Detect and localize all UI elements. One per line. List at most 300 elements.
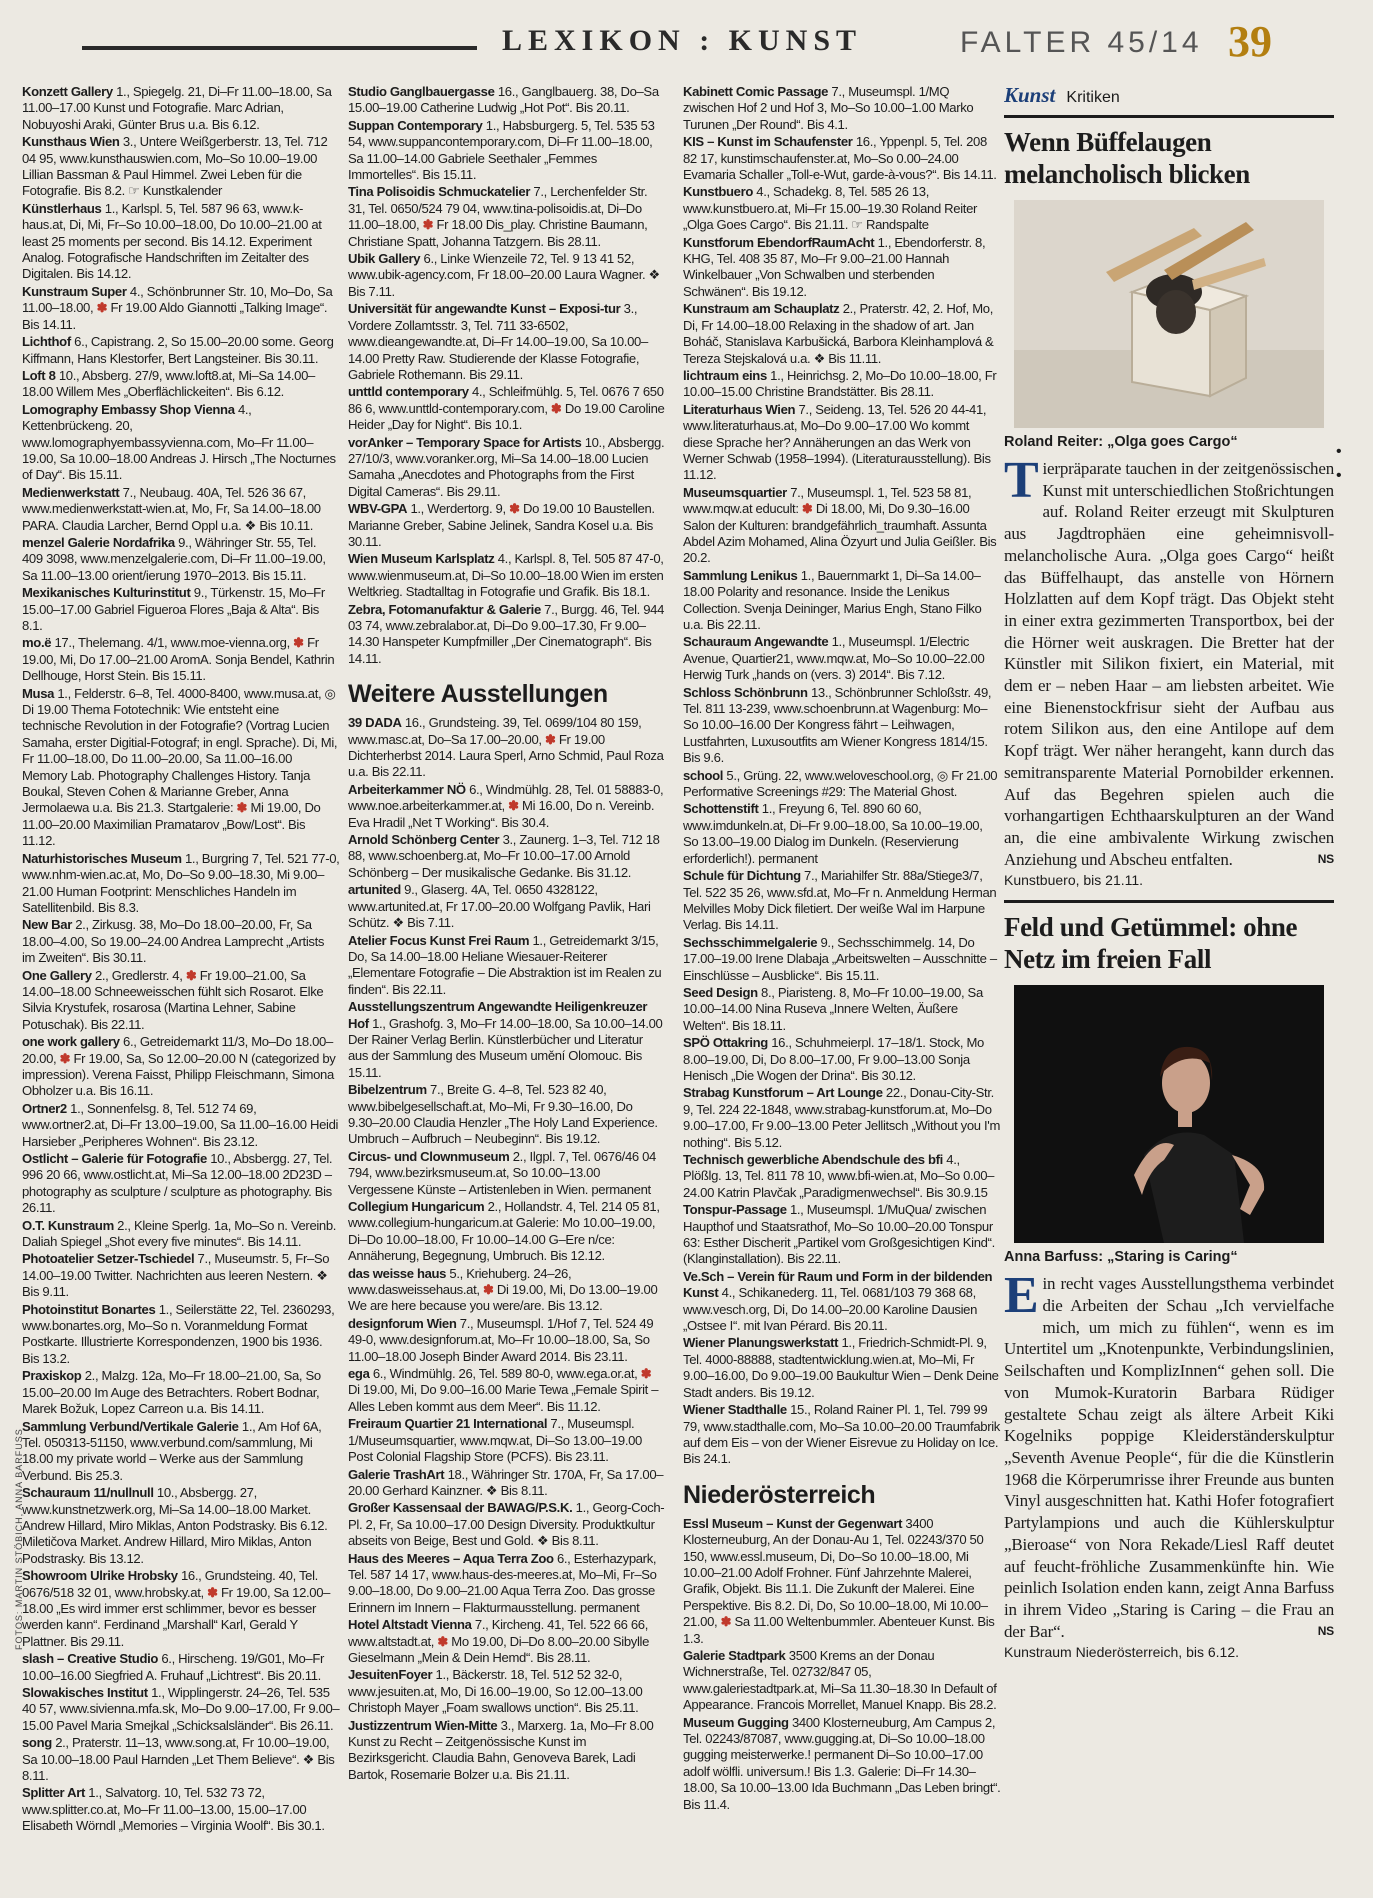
venue-name: unttld contemporary [348,384,469,400]
listing-details: 1., Habsburgerg. 5, Tel. 535 53 54, www.suppancontemporary.com, Di–Fr 11.00–18.00, Sa 11.00–14.00 Gabriele Seethaler „Femmes Immortelles“. Bis 15.11. [348,117,655,183]
listing-entry [683,685,1001,767]
listing-entry [22,1302,340,1368]
listing-entry [683,84,1001,133]
listing-details: 1., Am Hof 6A, Tel. 050313-51150, www.verbund.com/sammlung, Mi 18.00 my private world – Werke aus der Sammlung Verbund. Bis 25.3. [22,1418,322,1483]
listing-entry [348,999,666,1081]
venue-name: Großer Kassensaal der BAWAG/P.S.K. [348,1500,573,1516]
portrait-image [1014,985,1324,1243]
review-1-body [1004,452,1334,870]
listing-details: 1., Werdertorg. 9, ✽ Do 19.00 10 Baustellen. Marianne Greber, Sabine Jelinek, Sandra Kosel u.a. Bis 30.11. [348,501,655,549]
listing-entry [348,832,666,881]
listing-entry [348,1316,666,1365]
listing-details: 18., Währinger Str. 170A, Fr, Sa 17.00–20.00 Gerhard Kainzner. ❖ Bis 8.11. [348,1466,664,1498]
listing-details: 10., Absbergg. 27, Tel. 996 20 66, www.ostlicht.at, Mi–Sa 12.00–18.00 2D23D – photography as sculpture / sculpture as photography. Bis 26.11. [22,1151,333,1216]
listing-entry [22,402,340,484]
venue-name: Tonspur-Passage [683,1202,787,1218]
listing-details: 2., Ilgpl. 7, Tel. 0676/46 04 794, www.bezirksmuseum.at, So 10.00–13.00 Vergessene Künste – Artistenleben in Wien. permanent [348,1148,656,1197]
listing-details: 1., Bauernmarkt 1, Di–Sa 14.00–18.00 Polarity and resonance. Inside the Lenikus Collection. Svenja Deininger, Marius Engh, Stano Filko u.a. Bis 22.11. [683,567,982,632]
venue-name: Schloss Schönbrunn [683,684,808,700]
review-2-signature: NS [1317,1623,1334,1638]
listing-entry [348,251,666,300]
listing-entry [348,501,666,550]
listing-details: 6., Getreidemarkt 11/3, Mo–Do 18.00–20.00, ✽ Fr 19.00, Sa, So 12.00–20.00 N (categorized by impression). Verena Faisst, Philipp Fleischmann, Simona Obholzer u.a. Bis 16.11. [22,1034,336,1099]
venue-name: Photoinstitut Bonartes [22,1301,156,1317]
listing-entry [683,301,1001,367]
venue-name: Literaturhaus Wien [683,401,796,417]
listing-entry [348,1149,666,1198]
venue-name: ega [348,1366,370,1382]
review-sidebar [1004,84,1334,1894]
listing-entry [22,917,340,966]
listing-details: 3., Untere Weißgerberstr. 13, Tel. 712 04 95, www.kunsthauswien.com, Mo–So 10.00–19.00 Lillian Bassman & Paul Himmel. Zwei Leben für die Fotografie. Bis 8.2. ☞ Kunstkalender [22,134,328,199]
listing-details: 2., Zirkusg. 38, Mo–Do 18.00–20.00, Fr, Sa 18.00–4.00, So 19.00–24.00 Andrea Lamprecht „Artists im Zweiten“. Bis 30.11. [22,917,325,966]
venue-name: Strabag Kunstforum – Art Lounge [683,1085,883,1101]
venue-name: Kunstbuero [683,184,753,200]
opening-marker-icon: ✽ [422,217,434,233]
listing-details: 1., Museumspl. 1/MuQua/ zwischen Haupthof und Staatsrathof, Mo–So 10.00–20.00 Tonspur 63: Esther Discherit „Partikel vom Großgesichtigen Kind“. (Klanginstallation). Bis 22.11. [683,1202,995,1267]
review-2-dropcap: E [1004,1267,1039,1325]
listing-details: 8., Piaristeng. 8, Mo–Fr 10.00–19.00, Sa 10.00–14.00 Nina Ruseva „Innere Welten, Äußere Welten“. Bis 18.11. [683,984,983,1033]
listing-entry [22,968,340,1034]
venue-name: One Gallery [22,967,92,983]
listing-entry [348,1199,666,1265]
sidebar-kunst-label: Kunst [1004,84,1056,107]
listing-entry [22,1251,340,1300]
venue-name: Studio Ganglbauergasse [348,84,495,99]
review-2-photo [1014,985,1324,1243]
listing-details: 7., Museumstr. 5, Fr–So 14.00–19.00 Twitter. Nachrichten aus leeren Nestern. ❖ Bis 9.11. [22,1251,330,1300]
venue-name: Kunstraum Super [22,283,127,299]
listing-details: 16., Schuhmeierpl. 17–18/1. Stock, Mo 8.00–19.00, Di, Do 8.00–17.00, Fr 9.00–13.00 Sonja Henisch „Die Wogen der Drina“. Bis 30.12. [683,1035,984,1083]
listing-entry [22,334,340,367]
listing-details: 3., Zaunerg. 1–3, Tel. 712 18 88, www.schoenberg.at, Mo–Fr 10.00–17.00 Arnold Schönberg – Der musikalische Gedanke. Bis 31.12. [348,832,660,880]
venue-name: Praxiskop [22,1368,82,1384]
listing-details: 7., Neubaug. 40A, Tel. 526 36 67, www.medienwerkstatt-wien.at, Mo, Fr, Sa 14.00–18.00 PARA. Claudia Larcher, Bernd Oppl u.a. ❖ Bis 10.11. [22,484,321,533]
listing-entry [22,1568,340,1650]
venue-name: Universität für angewandte Kunst – Exposi-tur [348,301,621,317]
listing-details: 1., Salvatorg. 10, Tel. 532 73 72, www.splitter.co.at, Mo–Fr 11.00–13.00, 15.00–17.00 Elisabeth Wörndl „Memories – Virginia Woolf“. Bis 30.1. [22,1785,325,1834]
listing-details: 1., Heinrichsg. 2, Mo–Do 10.00–18.00, Fr 10.00–15.00 Christine Brandstätter. Bis 28.11. [683,367,997,400]
listing-entry [683,1085,1001,1151]
listing-details: 2., Praterstr. 11–13, www.song.at, Fr 10.00–19.00, Sa 10.00–18.00 Paul Harnden „Let Them Believe“. ❖ Bis 8.11. [22,1735,335,1784]
venue-name: Schauraum Angewandte [683,634,829,650]
review-1-text: ierpräparate tauchen in der zeitgenössischen Kunst mit unterschiedlichen Stoßrichtungen auf. Roland Reiter erzeugt mit Skulpturen aus Jagdtrophäen eine geheimnisvoll-melancholische Aura. „Olga goes Cargo“ heißt das Büffelhaupt, das anstelle von Hörnern Holzlatten auf dem Kopf trägt. Das Objekt steht in einer extra gezimmerten Transportbox, bei der die Hörner weit auskragen. Die Bretter hat der Künstler mit Silikon fixiert, ein Material, mit dem er – neben Haar – am liebsten arbeitet. Wie eine Bienenstockfrisur sieht der Aufbau aus rotem Silikon aus, den eine Antilope auf dem Kopf trägt. Wer näher herangeht, kann durch das semitransparente Material Pornobilder erkennen. Auf das Begehren spielen auch die vorhangartigen Echthaarskulpturen an der Wand an, die eine ambivalente Wirkung zwischen Anziehung und Abscheu entfalten. [1004,459,1334,869]
listing-entry [683,1715,1001,1813]
listing-entry [22,368,340,401]
section-kicker: LEXIKON : KUNST [502,24,863,57]
listing-details: 7., Museumspl. 1/MQ zwischen Hof 2 und Hof 3, Mo–So 10.00–1.00 Marko Turunen „Der Round“. Bis 4.1. [683,84,974,132]
listing-entry [22,1685,340,1734]
listing-column-2 [348,84,666,1884]
listing-column-3 [683,84,1001,1884]
listing-entry [348,1551,666,1617]
review-2-venue: Kunstraum Niederösterreich, bis 6.12. [1004,1644,1239,1661]
venue-name: Schule für Dichtung [683,868,801,884]
listing-entry [348,933,666,999]
review-2-headline: Feld und Getümmel: ohne Netz im freien Fall [1004,912,1298,975]
listing-entry [348,782,666,831]
venue-name: Kabinett Comic Passage [683,84,829,99]
listing-entry [348,1366,666,1415]
listing-entry [683,985,1001,1034]
listing-details: 1., Karlspl. 5, Tel. 587 96 63, www.k-haus.at, Di, Mi, Fr–So 10.00–18.00, Do 10.00–21.00 at least 25 moments per second. Bis 14.12. Experiment Analog. Fotografische Handschriften im Zeitalter des Digitalen. Bis 14.12. [22,200,322,282]
listing-entry [348,1617,666,1666]
listing-entry [22,1485,340,1567]
opening-marker-icon: ✽ [59,1050,71,1066]
venue-name: school [683,767,724,783]
listing-entry [22,1368,340,1417]
listing-details: 5., Grüng. 22, www.weloveschool.org, ◎ Fr 21.00 Performative Screenings #29: The Material Ghost. [683,767,998,800]
listing-entry [683,184,1001,233]
listing-details: 1., Freyung 6, Tel. 890 60 60, www.imdunkeln.at, Di–Fr 9.00–18.00, Sa 10.00–19.00, So 13.00–19.00 Dialog im Dunkeln. (Reservierung erforderlich!). permanent [683,801,983,866]
review-1-headline: Wenn Büffelaugen melancholisch blicken [1004,127,1250,189]
listing-entry [348,551,666,600]
listing-details: 4., Plößlg. 13, Tel. 811 78 10, www.bfi-wien.at, Mo–So 0.00–24.00 Katrin Plavčak „Paradigmenwechsel“. Bis 30.9.15 [683,1152,995,1200]
venue-name: Galerie TrashArt [348,1466,445,1482]
venue-name: Loft 8 [22,367,56,383]
venue-name: Arbeiterkammer NÖ [348,781,466,797]
listing-entry [683,235,1001,301]
opening-marker-icon: ✽ [207,1584,218,1600]
photo-credit: FOTOS: MARTIN STÖBICH, ANNA BARFUSS [14,1428,24,1650]
listing-entry [683,1335,1001,1401]
listing-entry [348,384,666,433]
listing-entry [348,184,666,250]
listing-entry [348,882,666,931]
opening-marker-icon: ✽ [293,635,304,651]
listing-details: 6., Windmühlg. 26, Tel. 589 80-0, www.ega.or.at, ✽ Di 19.00, Mi, Do 9.00–16.00 Marie Tewa „Female Spirit – Alles Leben kommt aus dem Meer“. Bis 11.12. [348,1366,659,1414]
venue-name: Freiraum Quartier 21 International [348,1416,548,1432]
venue-name: Ostlicht – Galerie für Fotografie [22,1151,207,1166]
header-rule [82,46,477,50]
listing-details: 10., Absbergg. 27, www.kunstnetzwerk.org, Mi–Sa 14.00–18.00 Market. Andrew Hillard, Miro Miklas, Anton Podstrasky. Bis 6.12. Miletičova Market. Andrew Hillard, Miro Miklas, Anton Podstrasky. Bis 13.12. [22,1485,328,1566]
listing-entry [683,1269,1001,1335]
opening-marker-icon: ✽ [96,300,108,316]
listing-details: 7., Burgg. 46, Tel. 944 03 74, www.zebralabor.at, Di–Do 9.00–17.30, Fr 9.00–14.30 Hanspeter Kumpfmiller „Der Cinematograph“. Bis 14.11. [348,601,664,666]
opening-marker-icon: ✽ [508,798,519,814]
listing-details: 3400 Klosterneuburg, An der Donau-Au 1, Tel. 02243/370 50 150, www.essl.museum, Di, Do–So 10.00–18.00, Mi 10.00–21.00 Adolf Frohner. Fünf Jahrzehnte Malerei, Grafik, Objekt. Bis 11.1. Die Zukunft der Malerei. Eine Perspektive. Bis 8.2. Di, Do, So 10.00–18.00, Mi 10.00–21.00, ✽ Sa 11.00 Weltenbummler. Abenteuer Kunst. Bis 1.3. [683,1515,995,1646]
listing-entry [348,118,666,184]
listing-details: 1., Grashofg. 3, Mo–Fr 14.00–18.00, Sa 10.00–14.00 Der Rainer Verlag Berlin. Künstlerbücher und Literatur aus der Sammlung des Museum umění Olomouc. Bis 15.11. [348,1015,663,1080]
venue-name: Schottenstift [683,801,759,817]
venue-name: song [22,1735,52,1751]
listing-details: 4., Schadekg. 8, Tel. 585 26 13, www.kunstbuero.at, Mi–Fr 15.00–19.30 Roland Reiter „Olga Goes Cargo“. Bis 21.11. ☞ Randspalte [683,184,978,233]
venue-name: mo.ë [22,635,52,651]
sidebar-header [1004,84,1334,109]
listing-details: 22., Donau-City-Str. 9, Tel. 224 22-1848, www.strabag-kunstforum.at, Mo–Do 9.00–17.00, Fr 9.00–13.00 Peter Jellitsch „Without you I'm nothing“. Bis 5.12. [683,1085,1000,1150]
listing-details: 7., Museumspl. 1, Tel. 523 58 81, www.mqw.at educult: ✽ Di 18.00, Mi, Do 9.30–16.00 Salon der Kulturen: brandgefährlich_traumhaft. Assunta Abdel Azim Mohamed, Alina Özyurt und Julia Geißler. Bis 20.2. [683,484,997,566]
venue-name: Arnold Schönberg Center [348,832,500,848]
margin-dots: • • [1336,443,1342,484]
listing-entry [22,1785,340,1834]
venue-name: Musa [22,685,55,701]
venue-name: Sechsschimmelgalerie [683,934,818,950]
venue-name: Technisch gewerbliche Abendschule des bfi [683,1152,943,1167]
venue-name: one work gallery [22,1034,120,1050]
venue-name: Mexikanisches Kulturinstitut [22,585,191,601]
listing-entry [22,1218,340,1251]
listing-entry [348,1266,666,1315]
listing-entry [348,1667,666,1716]
listing-details: 4., Schleifmühlg. 5, Tel. 0676 7 650 86 6, www.unttld-contemporary.com, ✽ Do 19.00 Caroline Heider „Day for Night“. Bis 10.1. [348,384,665,433]
venue-name: Showroom Ulrike Hrobsky [22,1568,178,1584]
venue-name: Hotel Altstadt Vienna [348,1617,472,1633]
listing-entry [348,1500,666,1549]
listing-details: 7., Museumspl. 1/Museumsquartier, www.mqw.at, Di–So 13.00–19.00 Post Colonial Flagship Store (PCFS). Bis 23.11. [348,1416,642,1465]
opening-marker-icon: ✽ [185,967,197,983]
venue-name: das weisse haus [348,1265,447,1281]
sidebar-rule-2 [1004,900,1334,903]
listing-details: 4., Kettenbrückeng. 20, www.lomographyembassyvienna.com, Mo–Fr 11.00–19.00, Sa 10.00–18.00 Andreas J. Hirsch „The Nocturnes of Day“. Bis 15.11. [22,401,336,483]
listing-details: 1., Friedrich-Schmidt-Pl. 9, Tel. 4000-88888, stadtentwicklung.wien.at, Mo–Mi, Fr 9.00–16.00, Do 9.00–19.00 Baukultur Wien – Denk Deine Stadt anders. Bis 19.12. [683,1335,999,1400]
review-1-signature: NS [1317,851,1334,866]
venue-name: Atelier Focus Kunst Frei Raum [348,932,530,948]
listing-details: 1., Getreidemarkt 3/15, Do, Sa 14.00–18.00 Heliane Wiesauer-Reiterer „Elementare Fotografie – Die Abstraktion ist im Realen zu finden“. Bis 22.11. [348,932,662,997]
opening-marker-icon: ✽ [550,400,562,416]
listing-details: 1., Georg-Coch-Pl. 2, Fr, Sa 10.00–17.00 Design Diversity. Produktkultur abseits von Beige, Best und Gold. ❖ Bis 8.11. [348,1500,665,1549]
listing-entry [683,368,1001,401]
listing-entry [348,84,666,117]
section-heading-weitere: Weitere Ausstellungen [348,680,608,709]
listing-details: 16., Ganglbauerg. 38, Do–Sa 15.00–19.00 Catherine Ludwig „Hot Pot“. Bis 20.11. [348,84,659,116]
listing-details: 7., Seideng. 13, Tel. 526 20 44-41, www.literaturhaus.at, Mo–Do 9.00–17.00 Wo kommt diese Sprache her? Annäherungen an das Werk von Werner Schwab (1958–1994). (Literaturausstellung). Bis 11.12. [683,401,991,483]
listing-details: 7., Breite G. 4–8, Tel. 523 82 40, www.bibelgesellschaft.at, Mo–Mi, Fr 9.30–16.00, Do 9.30–20.00 Claudia Henzler „The Holy Land Experience. Umbruch – Aufbruch – Neubeginn“. Bis 19.12. [348,1082,658,1147]
venue-name: Medienwerkstatt [22,484,120,500]
listing-entry [683,134,1001,183]
listing-entry [683,1402,1001,1468]
listing-entry [22,485,340,534]
listing-details: 1., Felderstr. 6–8, Tel. 4000-8400, www.musa.at, ◎ Di 19.00 Thema Fototechnik: Wie entsteht eine technische Revolution in der Fotografie? (Vortrag Lucien Samaha, erster Digitial-Fotograf; in engl. Sprache). Di, Mi, Fr 11.00–18.00, Do 11.00–20.00, Sa 11.00–16.00 Memory Lab. Photography Challenges History. Tanja Boukal, Steven Cohen & Marianne Greber, Anna Jermolaewa u.a. Bis 21.3. Startgalerie: ✽ Mi 19.00, Do 11.00–20.00 Maximilian Pramatarov „Bow/Lost“. Bis 11.12. [22,685,338,849]
listing-entry [22,851,340,917]
listing-entry [22,201,340,283]
listing-entry [348,435,666,501]
venue-name: Kunstraum am Schauplatz [683,301,840,317]
listing-details: 3500 Krems an der Donau Wichnerstraße, Tel. 02732/847 05, www.galeriestadtpark.at, Mi–Sa 11.30–18.30 In Default of Appearance. Francois Morrellet, Manuel Knapp. Bis 28.2. [683,1647,997,1713]
listing-details: 4., Karlspl. 8, Tel. 505 87 47-0, www.wienmuseum.at, Di–So 10.00–18.00 Wien im ersten Weltkrieg. Stadtalltag in Fotografie und Grafik. Bis 18.1. [348,551,664,600]
venue-name: vorAnker – Temporary Space for Artists [348,434,582,450]
listing-details: 9., Glaserg. 4A, Tel. 0650 4328122, www.artunited.at, Fr 17.00–20.00 Wolfgang Pavlik, Hari Schütz. ❖ Bis 7.11. [348,882,651,931]
venue-name: Kunsthaus Wien [22,134,120,150]
venue-name: Zebra, Fotomanufaktur & Galerie [348,601,541,617]
venue-name: Museumsquartier [683,484,787,500]
listing-details: 1., Sonnenfelsg. 8, Tel. 512 74 69, www.ortner2.at, Di–Fr 13.00–19.00, Sa 11.00–16.00 Heidi Harsieber „Peripheres Wohnen“. Bis 23.12. [22,1100,339,1149]
listing-entry [683,1152,1001,1201]
venue-name: Ubik Gallery [348,251,421,267]
sidebar-rule [1004,115,1334,118]
venue-name: Lomography Embassy Shop Vienna [22,401,235,417]
listing-details: 16., Yppenpl. 5, Tel. 208 82 17, kunstimschaufenster.at, Mo–So 0.00–24.00 Evamaria Schaller „Toll-e-Wut, garde-à-vous?“. Bis 14.11. [683,134,997,183]
listing-entry [22,1101,340,1150]
opening-marker-icon: ✽ [482,1282,494,1298]
listing-entry [22,1151,340,1217]
venue-name: WBV-GPA [348,501,408,517]
opening-marker-icon: ✽ [236,800,248,816]
listing-details: 3400 Klosterneuburg, Am Campus 2, Tel. 02243/87087, www.gugging.at, Di–So 10.00–18.00 gugging meisterwerke.! permanent Di–So 10.00–17.00 adolf wölfli. universum.! Bis 1.3. Galerie: Di–Fr 14.30–18.00, Sa 10.00–13.00 Ida Buchmann „Das Leben bringt“. Bis 11.4. [683,1714,1001,1812]
venue-name: O.T. Kunstraum [22,1217,114,1233]
listing-entry [683,801,1001,867]
listing-details: 6., Hirscheng. 19/G01, Mo–Fr 10.00–16.00 Siegfried A. Fruhauf „Lichtrest“. Bis 20.11. [22,1651,325,1683]
listing-details: 1., Bäckerstr. 18, Tel. 512 52 32-0, www.jesuiten.at, Mo, Di 16.00–19.00, So 12.00–13.00 Christoph Mayer „Foam swallows unction“. Bis 25.11. [348,1667,643,1716]
listing-details: 1., Burgring 7, Tel. 521 77-0, www.nhm-wien.ac.at, Mo, Do–So 9.00–18.30, Mi 9.00–21.00 Human Footprint: Menschliches Handeln im Satellitenbild. Bis 8.3. [22,850,340,915]
venue-name: Lichthof [22,334,71,350]
venue-name: Splitter Art [22,1785,85,1801]
listing-entry [22,1651,340,1684]
listing-details: 6., Esterhazypark, Tel. 587 14 17, www.haus-des-meeres.at, Mo–Mi, Fr–So 9.00–18.00, Do 9.00–21.00 Aqua Terra Zoo. Das grosse Erinnern im Innern – Flakturmausstellung. permanent [348,1550,657,1615]
listing-details: 10., Absbergg. 27/10/3, www.voranker.org, Mi–Sa 14.00–18.00 Lucien Samaha „Anecdotes and Photographs from the First Digital Cameras“. Bis 29.11. [348,434,665,499]
review-2-body [1004,1267,1334,1642]
listing-entry [22,1034,340,1100]
listing-entry [683,935,1001,984]
listing-details: 7., Mariahilfer Str. 88a/Stiege3/7, Tel. 522 35 26, www.sfd.at, Mo–Fr n. Anmeldung Herman Melvilles Moby Dick filetiert. Der weiße Wal im Harpune Verlag. Bis 14.11. [683,868,997,933]
listing-entry [22,1419,340,1485]
venue-name: Suppan Contemporary [348,117,483,133]
opening-marker-icon: ✽ [544,731,556,747]
venue-name: Circus- und Clownmuseum [348,1148,510,1164]
listing-entry [683,402,1001,484]
opening-marker-icon: ✽ [720,1614,732,1630]
venue-name: Seed Design [683,984,758,1000]
listing-entry [683,1035,1001,1084]
listing-entry [22,1735,340,1784]
listing-details: 2., Hollandstr. 4, Tel. 214 05 81, www.collegium-hungaricum.at Galerie: Mo 10.00–19.00, Di–Do 10.00–18.00, Fr 10.00–14.00 G–Ere n/ce: Annäherung, Begegnung, Umbruch. Bis 12.12. [348,1199,660,1264]
venue-name: SPÖ Ottakring [683,1035,768,1051]
listing-details: 10., Absberg. 27/9, www.loft8.at, Mi–Sa 14.00–18.00 Willem Mes „Oberflächlickeiten“. Bis 6.12. [22,367,315,400]
venue-name: Slowakisches Institut [22,1685,148,1700]
listing-entry [683,1202,1001,1268]
venue-name: Museum Gugging [683,1714,789,1730]
venue-name: Essl Museum – Kunst der Gegenwart [683,1515,903,1531]
venue-name: Tina Polisoidis Schmuckatelier [348,184,531,200]
listing-details: 9., Sechsschimmelg. 14, Do 17.00–19.00 Irene Dlabaja „Arbeitswelten – Ausschnitte – Einschlüsse – Ausblicke“. Bis 15.11. [683,934,997,983]
opening-marker-icon: ✽ [509,501,520,517]
page-number: 39 [1228,17,1272,66]
venue-name: Sammlung Verbund/Vertikale Galerie [22,1418,239,1434]
listing-column-1 [22,84,340,1884]
venue-name: New Bar [22,917,72,933]
listing-details: 7., Kircheng. 41, Tel. 522 66 66, www.altstadt.at, ✽ Mo 19.00, Di–Do 8.00–20.00 Sibylle Gieselmann „Mein & Dein Hemd“. Bis 28.11. [348,1617,650,1665]
listing-entry [683,1516,1001,1647]
review-1-caption: Roland Reiter: „Olga goes Cargo“ [1004,434,1238,450]
venue-name: lichtraum eins [683,367,767,383]
sculpture-image [1014,200,1324,428]
venue-name: Bibelzentrum [348,1082,427,1098]
listing-details: 2., Kleine Sperlg. 1a, Mo–So n. Vereinb. Daliah Spiegel „Shot every five minutes“. Bis 14.11. [22,1217,337,1250]
listing-entry [22,535,340,584]
review-1-venue: Kunstbuero, bis 21.11. [1004,872,1144,889]
listing-details: 17., Thelemang. 4/1, www.moe-vienna.org, ✽ Fr 19.00, Mi, Do 17.00–21.00 AromA. Sonja Bendel, Kathrin Dellhouge, Horst Stein. Bis 15.11. [22,635,335,684]
venue-name: Wiener Stadthalle [683,1402,787,1418]
listing-details: 2., Praterstr. 42, 2. Hof, Mo, Di, Fr 14.00–18.00 Relaxing in the shadow of art. Jan Boháč, Stanislava Karbušická, Barbora Kleinhamplová & Tereza Stejskalová u.a. ❖ Bis 11.11. [683,301,994,366]
listing-details: 5., Kriehuberg. 24–26, www.dasweissehaus.at, ✽ Di 19.00, Mi, Do 13.00–19.00 We are here because you were/are. Bis 13.12. [348,1265,658,1314]
review-1-photo [1014,200,1324,428]
listing-entry [348,715,666,781]
listing-details: 1., Spiegelg. 21, Di–Fr 11.00–18.00, Sa 11.00–17.00 Kunst und Fotografie. Marc Adrian, Nobuyoshi Araki, Günter Brus u.a. Bis 6.12. [22,84,332,132]
review-1-dropcap: T [1004,452,1039,509]
venue-name: Wien Museum Karlsplatz [348,551,495,567]
venue-name: Collegium Hungaricum [348,1199,485,1214]
venue-name: Künstlerhaus [22,200,102,216]
listing-details: 13., Schönbrunner Schloßstr. 49, Tel. 811 13-239, www.schoenbrunn.at Wagenburg: Mo–So 10.00–16.00 Der Kongress fährt – Leihwagen, Lustfahrten, Luxusoutfits am Wiener Kongress 1814/15. Bis 9.6. [683,684,992,766]
venue-name: Galerie Stadtpark [683,1647,786,1663]
opening-marker-icon: ✽ [640,1366,652,1382]
section-heading-niederoesterreich: Niederösterreich [683,1480,876,1509]
listing-entry [683,485,1001,567]
issue-label: FALTER 45/14 [960,26,1203,59]
listing-entry [22,284,340,333]
listing-details: 3., Vordere Zollamtsstr. 3, Tel. 711 33-6502, www.dieangewandte.at, Di–Fr 14.00–19.00, Sa 10.00–14.00 Pretty Raw. Studierende der Klasse Fotografie, Gabriele Rothemann. Bis 29.11. [348,301,648,382]
listing-entry [22,84,340,133]
listing-details: 1., Ebendorferstr. 8, KHG, Tel. 408 35 87, Mo–Fr 9.00–21.00 Hannah Winkelbauer „Von Schwalben und sterbenden Schwänen“. Bis 19.12. [683,234,986,299]
venue-name: Konzett Gallery [22,84,113,99]
listing-details: 6., Capistrang. 2, So 15.00–20.00 some. Georg Kiffmann, Hans Klestorfer, Bert Langsteiner. Bis 30.11. [22,334,334,366]
venue-name: Schauraum 11/nullnull [22,1485,154,1501]
listing-entry [348,1416,666,1465]
listing-details: 4., Schönbrunner Str. 10, Mo–Do, Sa 11.00–18.00, ✽ Fr 19.00 Aldo Giannotti „Talking Image“. Bis 14.11. [22,283,333,332]
listing-details: 1., Wipplingerstr. 24–26, Tel. 535 40 57, www.sivienna.mfa.sk, Mo–Do 9.00–17.00, Fr 9.00–15.00 Pavel Maria Smejkal „Schicksalsländer“. Bis 26.11. [22,1685,340,1733]
venue-name: Justizzentrum Wien-Mitte [348,1717,498,1733]
listing-entry [348,1467,666,1500]
listing-details: 7., Museumspl. 1/Hof 7, Tel. 524 49 49-0, www.designforum.at, Mo–Fr 10.00–18.00, Sa, So 11.00–18.00 Joseph Binder Award 2014. Bis 23.11. [348,1315,654,1364]
listing-entry [683,768,1001,801]
venue-name: Haus des Meeres – Aqua Terra Zoo [348,1550,554,1566]
listing-details: 2., Malzg. 12a, Mo–Fr 18.00–21.00, Sa, So 15.00–20.00 Im Auge des Betrachters. Robert Bodnar, Marek Božuk, Lopez Carreon u.a. Bis 14.11. [22,1368,321,1417]
listing-entry [683,868,1001,934]
venue-name: KIS – Kunst im Schaufenster [683,134,853,150]
page-header [0,14,1373,70]
review-2-text: in recht vages Ausstellungsthema verbindet die Arbeiten der Schau „Ich vervielfache mich, um mich zu fühlen“, wenn es im Untertitel um „Knotenpunkte, Verbindungslinien, Seilschaften und KomplizInnen“ gehen soll. Die von Mumok-Kuratorin Barbara Rüdiger gestaltete Schau zeigt als ältere Arbeit Kiki Kogelniks poppige Kleiderständerskulptur „Seventh Avenue People“, für die die Künstlerin 1968 die Körperumrisse ihrer Freunde aus bunten Vinyl ausgeschnitten hat. Kathi Hofer fotografiert Partylampions und auch die Kühlerskulptur „Bieroase“ von Nora Rekade/Liesl Raff deutet auf feucht-fröhliche Zusammenkünfte hin. Wie peinlich Isolation enden kann, zeigt Anna Barfuss in ihrem Video „Staring is Caring – die Frau an der Bar“. [1004,1274,1334,1641]
listing-entry [348,301,666,383]
opening-marker-icon: ✽ [801,501,813,517]
venue-name: Ortner2 [22,1100,67,1116]
listing-details: 1., Seilerstätte 22, Tel. 2360293, www.bonartes.org, Mo–So n. Voranmeldung Format Postkarte. Illustrierte Korrespondenzen, 1900 bis 1936. Bis 13.2. [22,1301,335,1366]
listing-details: 4., Schikanederg. 11, Tel. 0681/103 79 368 68, www.vesch.org, Di, Do 14.00–20.00 Karoline Dausien „Ostsee I“. mit Ivan Pérard. Bis 20.11. [683,1285,978,1334]
listing-details: 16., Grundsteing. 39, Tel. 0699/104 80 159, www.masc.at, Do–Sa 17.00–20.00, ✽ Fr 19.00 Dichterherbst 2014. Laura Sperl, Arno Schmid, Paul Roza u.a. Bis 22.11. [348,715,664,780]
listing-details: 6., Windmühlg. 28, Tel. 01 58883-0, www.noe.arbeiterkammer.at, ✽ Mi 16.00, Do n. Vereinb. Eva Hradil „Net T Working“. Bis 30.4. [348,781,664,830]
listing-details: 6., Linke Wienzeile 72, Tel. 9 13 41 52, www.ubik-agency.com, Fr 18.00–20.00 Laura Wagner. ❖ Bis 7.11. [348,251,660,299]
listing-entry [22,585,340,634]
listing-entry [22,686,340,850]
listing-details: 2., Gredlerstr. 4, ✽ Fr 19.00–21.00, Sa 14.00–18.00 Schneeweisschen fühlt sich Rosarot. Elke Silvia Krystufek, rosarosa (Martina Lehner, Sabine Potuschak). Bis 22.11. [22,967,324,1032]
listing-entry [683,634,1001,683]
venue-name: Photoatelier Setzer-Tschiedel [22,1251,195,1267]
listing-entry [683,568,1001,634]
listing-details: 9., Währinger Str. 55, Tel. 409 3098, www.menzelgalerie.com, Di–Fr 11.00–19.00, Sa 11.00–13.00 orient/ierung 1970–2013. Bis 15.11. [22,534,326,583]
venue-name: Ve.Sch – Verein für Raum und Form in der bildenden Kunst [683,1268,993,1301]
venue-name: Ausstellungszentrum Angewandte Heiligenkreuzer Hof [348,999,648,1031]
listing-entry [348,1718,666,1784]
venue-name: Naturhistorisches Museum [22,850,182,866]
venue-name: designforum Wien [348,1315,457,1331]
sidebar-kritiken-label: Kritiken [1066,89,1120,106]
listing-details: 3., Marxerg. 1a, Mo–Fr 8.00 Kunst zu Recht – Zeitgenössische Kunst im Bezirksgericht. Claudia Bahn, Genoveva Barek, Ladi Bartok, Rosemarie Bolzer u.a. Bis 21.11. [348,1717,654,1782]
listing-entry [348,1082,666,1148]
venue-name: Wiener Planungswerkstatt [683,1335,839,1351]
listing-details: 7., Lerchenfelder Str. 31, Tel. 0650/524 79 04, www.tina-polisoidis.at, Di–Do 11.00–18.00, ✽ Fr 18.00 Dis_play. Christine Baumann, Christiane Spatt, Johanna Tatzgern. Bis 28.11. [348,184,648,249]
venue-name: slash – Creative Studio [22,1651,159,1667]
listing-details: 9., Türkenstr. 15, Mo–Fr 15.00–17.00 Gabriel Figueroa Flores „Baja & Alta“. Bis 8.1. [22,585,325,633]
venue-name: 39 DADA [348,715,402,731]
listing-entry [348,602,666,668]
listing-entry [22,134,340,200]
venue-name: JesuitenFoyer [348,1667,433,1683]
listing-details: 15., Roland Rainer Pl. 1, Tel. 799 99 79, www.stadthalle.com, Mo–Sa 10.00–20.00 Traumfabrik auf dem Eis – von der Wiener Eisrevue zu Holiday on Ice. Bis 24.1. [683,1402,1000,1467]
venue-name: Sammlung Lenikus [683,567,798,583]
listing-entry [683,1648,1001,1714]
listing-details: 16., Grundsteing. 40, Tel. 0676/518 32 01, www.hrobsky.at, ✽ Fr 19.00, Sa 12.00–18.00 „Es wird immer erst schlimmer, bevor es besser werden kann“. Ferdinand „Marshall“ Karl, Gerald Y Plattner. Bis 29.11. [22,1568,331,1649]
listing-details: 1., Museumspl. 1/Electric Avenue, Quartier21, www.mqw.at, Mo–So 10.00–22.00 Herwig Turk „hands on (vers. 3) 2014“. Bis 7.12. [683,634,985,683]
opening-marker-icon: ✽ [437,1633,449,1649]
listing-entry [22,635,340,684]
